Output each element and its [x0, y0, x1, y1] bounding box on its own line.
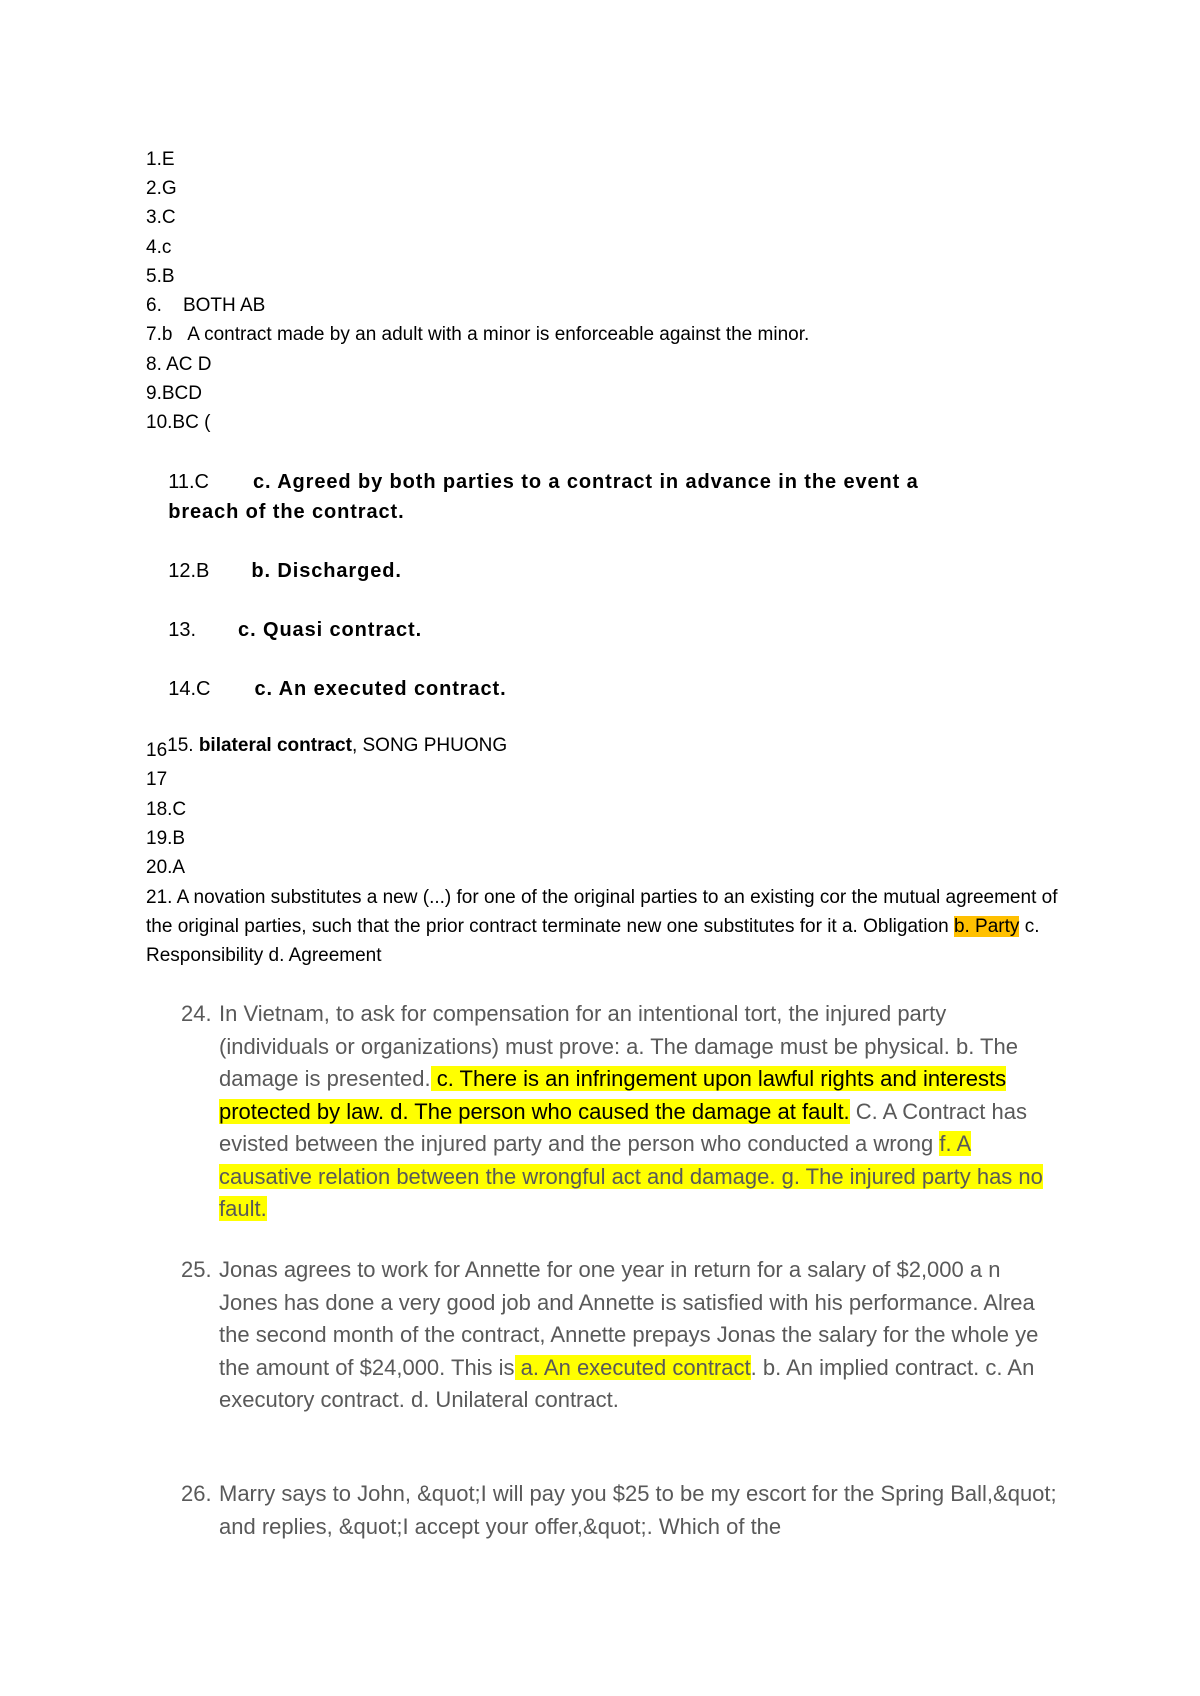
- question-25-text-end: . b. An implied contract. c. An executory contract. d. Unilateral contract.: [219, 1354, 1035, 1412]
- question-24-highlight-2: f. A causative relation between the wrongful act and damage. g. The injured party has no fault.: [219, 1131, 1043, 1221]
- answer-14-number: 14.C: [168, 678, 211, 700]
- question-24: [181, 998, 1061, 1226]
- question-21-text: 21. A novation substitutes a new (...) for one of the original parties to an existing cor the mutual agreement of the original parties, such that the prior contract terminate new one substitutes for it a. Obligation: [146, 887, 1058, 937]
- answer-11-text-cont: breach of the contract.: [168, 501, 405, 523]
- answer-3: 3.C: [146, 207, 176, 228]
- answer-11-number: 11.C: [168, 471, 209, 493]
- answer-8: 8. AC D: [146, 354, 212, 375]
- answer-19: 19.B: [146, 828, 186, 849]
- answer-15-keyword: bilateral contract: [198, 735, 352, 756]
- answer-15-rest: , SONG PHUONG: [351, 735, 508, 756]
- answer-15: [146, 710, 507, 782]
- question-25-highlight: a. An executed contract: [514, 1354, 751, 1380]
- question-24-number: 24.: [181, 1001, 212, 1026]
- answer-14-text: c. An executed contract.: [254, 678, 507, 700]
- answer-18: 18.C: [146, 799, 187, 820]
- question-24-highlight-1: c. There is an infringement upon lawful rights and interests protected by law. d. The person who caused the damage at fault.: [219, 1066, 1007, 1124]
- answer-13-number: 13.: [168, 619, 197, 641]
- answer-17: 17: [146, 769, 168, 790]
- question-26-number: 26.: [181, 1481, 212, 1506]
- answer-7: 7.b A contract made by an adult with a minor is enforceable against the minor.: [146, 324, 810, 345]
- answer-11-text: c. Agreed by both parties to a contract in advance in the event a: [253, 471, 919, 493]
- answer-10: 10.BC (: [146, 412, 211, 433]
- answer-6: 6. BOTH AB: [146, 295, 266, 316]
- question-25: [181, 1254, 1061, 1417]
- answer-13-text: c. Quasi contract.: [238, 619, 423, 641]
- answer-12-text: b. Discharged.: [251, 560, 402, 582]
- answer-1: 1.E: [146, 149, 175, 170]
- answer-12-number: 12.B: [168, 560, 210, 582]
- answer-5: 5.B: [146, 266, 175, 287]
- question-21-text-end: c. Responsibility d. Agreement: [146, 916, 1040, 966]
- answer-4: 4.c: [146, 237, 172, 258]
- question-25-number: 25.: [181, 1257, 212, 1282]
- answer-16: 16: [146, 740, 168, 761]
- question-21: [146, 883, 1066, 970]
- question-21-highlight: b. Party: [953, 916, 1020, 937]
- answer-20: 20.A: [146, 857, 186, 878]
- question-26: [181, 1478, 1061, 1543]
- question-26-text: Marry says to John, &quot;I will pay you $25 to be my escort for the Spring Ball,&quot; and replies, &quot;I accept your offer,&quot;. Which of the: [219, 1481, 1057, 1539]
- question-24-text-mid: C. A Contract has evisted between the injured party and the person who conducted a wrong: [219, 1098, 1027, 1156]
- answer-2: 2.G: [146, 178, 177, 199]
- question-24-text: In Vietnam, to ask for compensation for an intentional tort, the injured party (individuals or organizations) must prove: a. The damage must be physical. b. The damage is presented.: [219, 1001, 1018, 1091]
- answer-9: 9.BCD: [146, 383, 202, 404]
- question-25-text: Jonas agrees to work for Annette for one year in return for a salary of $2,000 a n Jones has done a very good job and Annette is satisfied with his performance. Alrea the second month of the contract, Annette prepays Jonas the salary for the whole ye the amount of $24,000. This is: [219, 1257, 1039, 1380]
- answer-15-number: 15.: [167, 735, 194, 756]
